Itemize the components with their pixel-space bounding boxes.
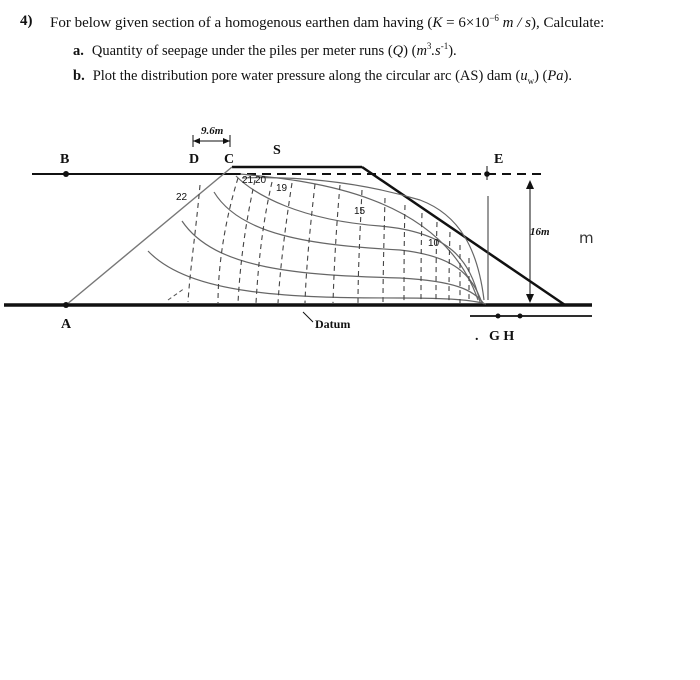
equipotential-lines bbox=[188, 178, 469, 303]
k-symbol: K bbox=[432, 15, 443, 31]
part-b-mid: ) ( bbox=[534, 68, 548, 84]
top-dim-arrow-right bbox=[223, 138, 230, 144]
upstream-slope bbox=[66, 167, 232, 305]
dim-height-label: 16m bbox=[530, 226, 550, 238]
eq-label-20: 20 bbox=[255, 175, 267, 186]
flow-line-4 bbox=[182, 221, 484, 304]
part-a-text: Quantity of seepage under the piles per meter runs ( bbox=[91, 42, 393, 59]
label-c: C bbox=[224, 152, 235, 167]
height-dim-arrow-top bbox=[526, 180, 534, 189]
label-gh: G H bbox=[489, 329, 515, 344]
height-dim-arrow-bottom bbox=[526, 294, 534, 303]
question-text-post: ), Calculate: bbox=[531, 15, 605, 31]
equipotential-18 bbox=[278, 183, 292, 303]
part-b-letter: b. bbox=[73, 68, 85, 84]
equipotential-19 bbox=[256, 182, 272, 303]
eq-label-15: 15 bbox=[354, 206, 366, 217]
dot-mark: . bbox=[475, 329, 479, 344]
part-b-var-sub: w bbox=[527, 75, 535, 86]
part-a-units: m bbox=[416, 42, 427, 59]
label-s: S bbox=[273, 143, 281, 158]
top-dim-arrow-left bbox=[193, 138, 200, 144]
part-a-post: ). bbox=[448, 42, 457, 59]
label-a: A bbox=[61, 317, 72, 332]
k-exponent: −6 bbox=[489, 13, 499, 23]
part-b-var: u bbox=[520, 68, 528, 84]
eq-label-10: 10 bbox=[428, 238, 440, 249]
flow-line-5 bbox=[148, 251, 486, 304]
part-a-mid: ) ( bbox=[403, 42, 417, 59]
part-a-sup1: 3 bbox=[426, 41, 432, 51]
part-a-units-mid: .s bbox=[431, 42, 441, 59]
equipotential-12 bbox=[421, 213, 422, 303]
eq-label-22: 22 bbox=[176, 192, 188, 203]
equipotential-20 bbox=[238, 180, 255, 303]
k-units: m / s bbox=[498, 15, 532, 31]
question-text-pre: For below given section of a homogenous earthen dam having ( bbox=[50, 15, 433, 31]
equipotential-10 bbox=[449, 232, 450, 303]
equipotential-13 bbox=[404, 205, 405, 303]
dim-top-label: 9.6m bbox=[201, 125, 224, 137]
label-d: D bbox=[189, 152, 200, 167]
handwritten-m: m bbox=[579, 229, 594, 247]
question-number: 4) bbox=[20, 13, 33, 29]
flow-line-3 bbox=[214, 192, 482, 303]
eq-label-19: 19 bbox=[276, 183, 288, 194]
equipotential-11 bbox=[436, 222, 437, 303]
equipotential-21 bbox=[218, 178, 238, 303]
part-a-sup2: -1 bbox=[440, 41, 449, 51]
point-g bbox=[496, 314, 501, 319]
equipotential-14 bbox=[383, 198, 385, 303]
equipotential-17 bbox=[305, 184, 315, 303]
point-b bbox=[63, 171, 69, 177]
label-e: E bbox=[494, 152, 504, 167]
datum-label: Datum bbox=[315, 317, 351, 331]
datum-pointer bbox=[303, 312, 313, 322]
part-a-letter: a. bbox=[73, 42, 84, 59]
part-b-text: Plot the distribution pore water pressure along the circular arc (AS) dam ( bbox=[92, 68, 521, 84]
label-b: B bbox=[60, 152, 70, 167]
k-value: = 6×10 bbox=[442, 15, 490, 31]
small-tick-mark bbox=[168, 288, 185, 300]
point-h bbox=[518, 314, 523, 319]
part-b-post: ). bbox=[563, 68, 572, 84]
eq-label-21: 21 bbox=[242, 175, 254, 186]
part-a-var: Q bbox=[392, 42, 404, 59]
point-a bbox=[63, 302, 69, 308]
part-b-units: Pa bbox=[547, 68, 564, 84]
